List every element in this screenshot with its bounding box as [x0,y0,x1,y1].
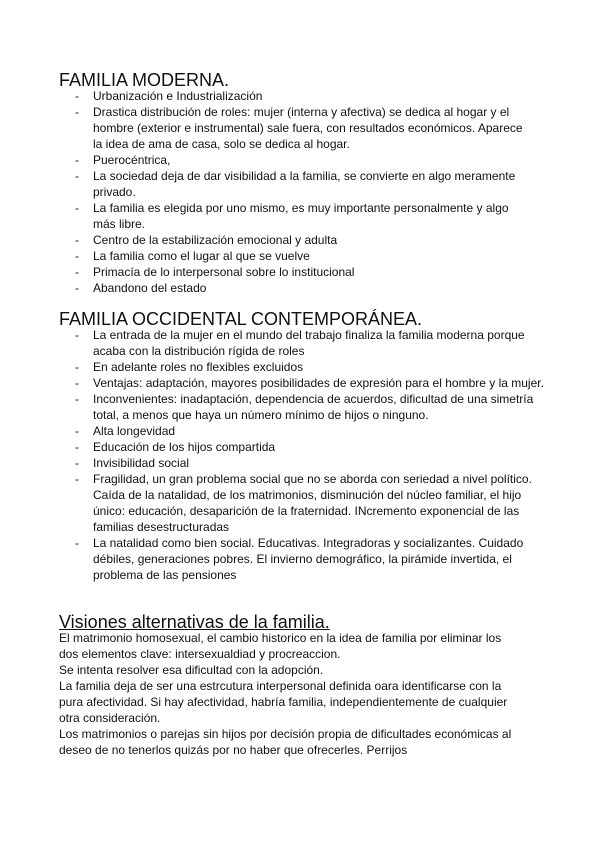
section-visiones-alternativas [59,614,521,758]
dash-bullet: - [75,360,79,374]
bullet-list [59,327,545,583]
bullet-list [59,88,527,296]
list-item [59,471,545,535]
list-item [59,327,545,359]
section-familia-moderna [59,72,549,296]
list-item-text: La natalidad como bien social. Educativas. Integradoras y socializantes. Cuidado débiles, generaciones pobres. El invierno demográfico, la pirámide invertida, el problema de las pensiones [93,536,524,582]
list-item [59,152,527,168]
list-item-text: Invisibilidad social [93,456,190,470]
dash-bullet: - [75,376,79,390]
dash-bullet: - [75,153,79,167]
paragraph: La familia deja de ser una estrcutura interpersonal definida oara identificarse con la pura afectividad. Si hay afectividad, habría familia, independientemente de cualquier otra consideración. [59,679,508,725]
list-item [59,168,527,200]
list-item [59,264,527,280]
list-item-text: Urbanización e Industrialización [93,89,263,103]
list-item-text: Inconvenientes: inadaptación, dependencia de acuerdos, dificultad de una simetría total, a menos que haya un número mínimo de hijos o ninguno. [93,392,534,422]
section-title: Visiones alternativas de la familia. [59,612,330,632]
list-item [59,423,545,439]
list-item-text: Ventajas: adaptación, mayores posibilidades de expresión para el hombre y la mujer. [93,376,544,390]
list-item [59,455,545,471]
list-item-text: La familia es elegida por uno mismo, es muy importante personalmente y algo más libre. [93,201,509,231]
dash-bullet: - [75,424,79,438]
list-item-text: La familia como el lugar al que se vuelve [93,249,310,263]
section-title: FAMILIA OCCIDENTAL CONTEMPORÁNEA. [59,309,423,329]
list-item-text: En adelante roles no flexibles excluidos [93,360,304,374]
list-item-text: La entrada de la mujer en el mundo del trabajo finaliza la familia moderna porque acaba con la distribución rígida de roles [93,328,525,358]
dash-bullet: - [75,265,79,279]
list-item-text: Fragilidad, un gran problema social que no se aborda con seriedad a nivel político. Caída de la natalidad, de los matrimonios, disminución del núcleo familiar, el hijo único: educación, desaparición de la fraternidad. INcremento exponencial de las familias desestructuradas [93,472,532,534]
dash-bullet: - [75,89,79,103]
list-item [59,200,527,232]
dash-bullet: - [75,281,79,295]
dash-bullet: - [75,233,79,247]
list-item [59,232,527,248]
list-item [59,280,527,296]
list-item [59,535,545,583]
list-item [59,248,527,264]
list-item [59,439,545,455]
list-item-text: Alta longevidad [93,424,176,438]
dash-bullet: - [75,105,79,119]
list-item-text: Centro de la estabilización emocional y adulta [93,233,338,247]
list-item [59,359,545,375]
list-item-text: Educación de los hijos compartida [93,440,276,454]
list-item [59,88,527,104]
paragraph: El matrimonio homosexual, el cambio historico en la idea de familia por eliminar los dos elementos clave: intersexualdiad y procreaccion. [59,631,502,661]
list-item [59,375,545,391]
list-item [59,391,545,423]
dash-bullet: - [75,536,79,550]
dash-bullet: - [75,201,79,215]
dash-bullet: - [75,472,79,486]
dash-bullet: - [75,249,79,263]
dash-bullet: - [75,328,79,342]
dash-bullet: - [75,440,79,454]
dash-bullet: - [75,169,79,183]
section-title: FAMILIA MODERNA. [59,70,230,90]
list-item-text: Primacía de lo interpersonal sobre lo institucional [93,265,355,279]
paragraph: Se intenta resolver esa dificultad con la adopción. [59,663,324,677]
dash-bullet: - [75,456,79,470]
list-item-text: La sociedad deja de dar visibilidad a la familia, se convierte en algo meramente privado. [93,169,516,199]
list-item-text: Drastica distribución de roles: mujer (interna y afectiva) se dedica al hogar y el hombre (exterior e instrumental) sale fuera, con resultados económicos. Aparece la idea de ama de casa, solo se dedica al hogar. [93,105,523,151]
paragraph: Los matrimonios o parejas sin hijos por decisión propia de dificultades económicas al deseo de no tenerlos quizás por no haber que ofrecerles. Perrijos [59,727,512,757]
dash-bullet: - [75,392,79,406]
list-item-text: Puerocéntrica, [93,153,171,167]
section-familia-occidental [59,311,549,583]
list-item-text: Abandono del estado [93,281,207,295]
list-item [59,104,527,152]
